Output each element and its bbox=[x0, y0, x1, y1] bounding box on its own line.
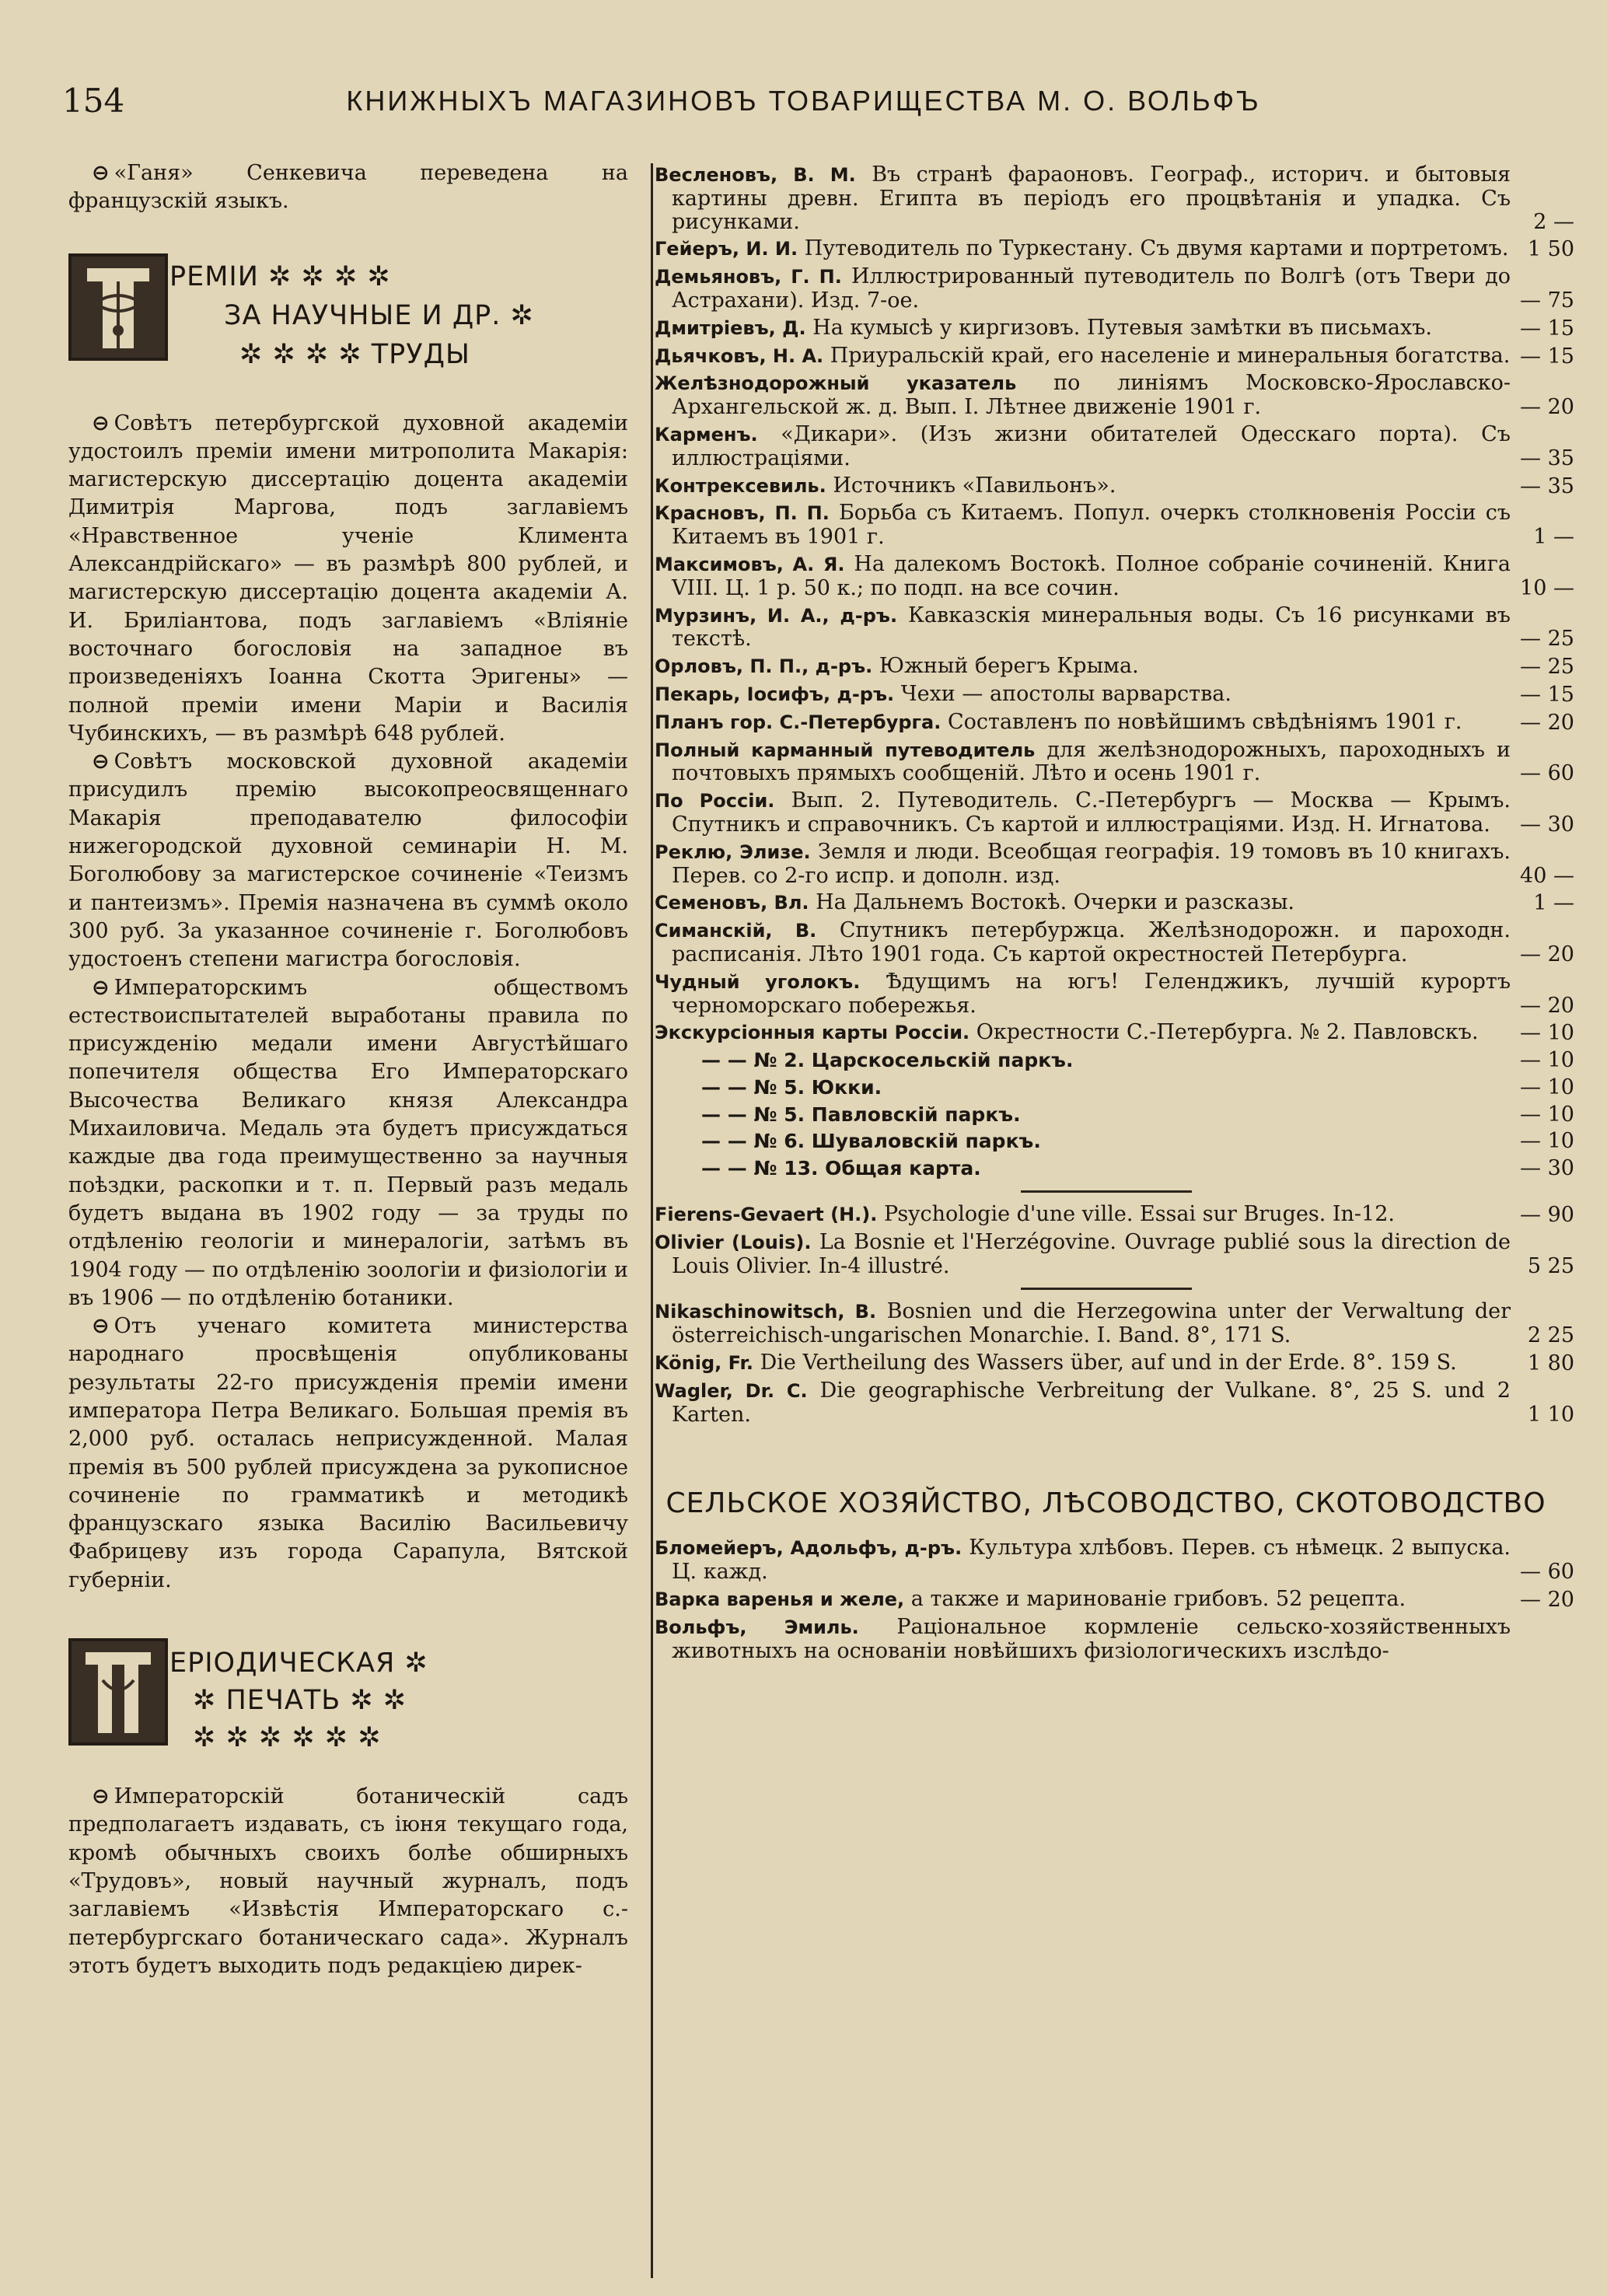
entry-text bbox=[655, 1536, 1511, 1584]
entry-author: Дмитріевъ, Д. bbox=[655, 316, 806, 339]
entry-text bbox=[655, 501, 1511, 549]
entry-title: Въ странѣ фараоновъ. Географ., историч. и бытовыя картины древн. Египта въ періодъ его процвѣтанія и упадка. Съ рисунками. bbox=[672, 163, 1511, 234]
entry-title: Psychologie d'une ville. Essai sur Bruges. In-12. bbox=[883, 1202, 1395, 1227]
entry-author: Семеновъ, Вл. bbox=[655, 892, 809, 914]
entry-title: Земля и люди. Всеобщая географія. 19 томовъ въ 10 книгахъ. Перев. со 2-го испр. и дополн. изд. bbox=[672, 839, 1511, 888]
heading-line: ЕРІОДИЧЕСКАЯ ✲ bbox=[169, 1648, 428, 1679]
entry-author: König, Fr. bbox=[655, 1352, 754, 1375]
heading-periodicals bbox=[68, 1632, 628, 1756]
entry-price: 2 25 bbox=[1527, 1323, 1574, 1348]
ornamental-initial-icon bbox=[68, 253, 168, 361]
catalog-entry bbox=[655, 655, 1574, 679]
entry-price: — 15 bbox=[1520, 316, 1574, 341]
bullet-icon: ⊖ bbox=[92, 975, 110, 1000]
catalog-entry bbox=[655, 501, 1574, 549]
catalog-entry bbox=[655, 840, 1574, 888]
map-sub-entries bbox=[638, 1049, 1574, 1180]
paragraph: ⊖ Отъ ученаго комитета министерства народнаго просвѣщенія опубликованы результаты 22-го присужденія преміи имени императора Петра Великаго. Большая премія въ 2,000 руб. осталась неприсужденной. Малая премія въ 500 рублей присуждена за рукописное сочиненіе по грамматикѣ и методикѣ французскаго языка Василію Васильевичу Фабрицеву изъ города Сарапула, Вятской губерніи. bbox=[68, 1314, 628, 1592]
catalog-entry bbox=[655, 1616, 1574, 1663]
heading-prizes bbox=[68, 247, 628, 383]
sub-entry bbox=[655, 1103, 1574, 1127]
entry-title: Окрестности С.-Петербурга. № 2. Павловскъ. bbox=[976, 1020, 1479, 1045]
sub-entry-title: — — № 13. Общая карта. bbox=[701, 1157, 981, 1180]
right-column bbox=[638, 163, 1574, 1666]
catalog-entry bbox=[655, 1231, 1574, 1278]
entry-title: На далекомъ Востокѣ. Полное собраніе сочиненій. Книга VIII. Ц. 1 р. 50 к.; по подп. на все сочин. bbox=[672, 551, 1511, 600]
bullet-icon: ⊖ bbox=[92, 411, 110, 435]
entry-author: Вольфъ, Эмиль. bbox=[655, 1616, 859, 1638]
sub-entry bbox=[655, 1157, 1574, 1180]
catalog-entry bbox=[655, 919, 1574, 966]
entry-title: по линіямъ Московско-Ярославско-Архангельской ж. д. Вып. I. Лѣтнее движеніе 1901 г. bbox=[672, 371, 1511, 420]
catalog-entry bbox=[655, 372, 1574, 419]
entry-text bbox=[655, 683, 1511, 707]
entry-text bbox=[655, 316, 1511, 341]
entry-title: Спутникъ петербуржца. Желѣзнодорожн. и пароходн. расписанія. Лѣто 1901 года. Съ картой окрестностей Петербурга. bbox=[672, 918, 1511, 966]
entry-price: — 25 bbox=[1520, 627, 1574, 652]
entry-price: — 35 bbox=[1520, 474, 1574, 498]
entry-price: 1 50 bbox=[1527, 237, 1574, 262]
catalog-entry bbox=[655, 316, 1574, 341]
entry-price: — 20 bbox=[1520, 942, 1574, 966]
entry-title: Bosnien und die Herzegowina unter der Verwaltung der österreichisch-ungarischen Monarchie. I. Band. 8°, 171 S. bbox=[672, 1299, 1511, 1348]
sub-entry-title: — — № 5. Юкки. bbox=[701, 1075, 882, 1099]
entry-title: Ѣдущимъ на югъ! Геленджикъ, лучшій курортъ черноморскаго побережья. bbox=[672, 969, 1511, 1018]
entry-author: Дьячковъ, Н. А. bbox=[655, 344, 824, 367]
sub-entry bbox=[655, 1076, 1574, 1099]
entry-author: Fierens-Gevaert (H.). bbox=[655, 1204, 878, 1226]
catalog-entry bbox=[655, 1588, 1574, 1612]
catalog-entry bbox=[655, 683, 1574, 707]
entry-price: — 30 bbox=[1520, 1156, 1574, 1181]
entry-title: Южный берегъ Крыма. bbox=[879, 654, 1139, 679]
paragraph: ⊖ Совѣтъ московской духовной академіи присудилъ премію высокопреосвященнаго Макарія преподавателю философіи нижегородской духовной семинаріи Н. М. Боголюбову за магистерское сочиненіе «Теизмъ и пантеизмъ». Премія назначена въ суммѣ около 300 руб. За указанное сочиненіе г. Боголюбовъ удостоенъ степени магистра богословія. bbox=[68, 750, 628, 972]
catalog-entry bbox=[655, 789, 1574, 837]
entry-title: Die geographische Verbreitung der Vulkane. 8°, 25 S. und 2 Karten. bbox=[672, 1378, 1511, 1427]
entry-text bbox=[655, 344, 1511, 369]
entry-text bbox=[655, 1300, 1511, 1347]
entry-price: — 10 bbox=[1520, 1021, 1574, 1046]
separator bbox=[1021, 1288, 1192, 1290]
entry-text bbox=[655, 655, 1511, 679]
heading-line: ✲ ПЕЧАТЬ ✲ ✲ bbox=[193, 1685, 407, 1717]
catalog-entry bbox=[655, 265, 1574, 313]
entry-price: — 25 bbox=[1520, 655, 1574, 680]
catalog-entry bbox=[655, 711, 1574, 735]
entry-price: — 10 bbox=[1520, 1129, 1574, 1154]
entry-author: Экскурсіонныя карты Россіи. bbox=[655, 1022, 970, 1044]
entry-price: — 10 bbox=[1520, 1075, 1574, 1099]
agriculture-entries bbox=[638, 1536, 1574, 1662]
entry-title: Составленъ по новѣйшимъ свѣдѣніямъ 1901 г. bbox=[947, 709, 1462, 734]
catalog-entry bbox=[655, 1351, 1574, 1375]
catalog-entry bbox=[655, 163, 1574, 233]
entry-author: Бломейеръ, Адольфъ, д-ръ. bbox=[655, 1537, 962, 1560]
entry-price: 1 — bbox=[1533, 525, 1574, 550]
sub-entry bbox=[655, 1049, 1574, 1072]
entry-author: Симанскій, В. bbox=[655, 920, 817, 942]
entry-author: Гейеръ, И. И. bbox=[655, 238, 798, 260]
entry-author: Орловъ, П. П., д-ръ. bbox=[655, 655, 873, 678]
entry-price: — 20 bbox=[1520, 710, 1574, 735]
entry-author: Красновъ, П. П. bbox=[655, 502, 830, 525]
entry-title: Чехи — апостолы варварства. bbox=[900, 681, 1231, 706]
entry-price: — 60 bbox=[1520, 1560, 1574, 1585]
page-header bbox=[0, 82, 1607, 128]
separator bbox=[1021, 1190, 1192, 1193]
entry-title: На кумысѣ у киргизовъ. Путевыя замѣтки въ письмахъ. bbox=[812, 315, 1432, 340]
catalog-entries bbox=[638, 163, 1574, 1045]
left-column bbox=[68, 159, 628, 1980]
entry-title: Die Vertheilung des Wassers über, auf und in der Erde. 8°. 159 S. bbox=[760, 1351, 1457, 1375]
entry-text bbox=[655, 789, 1511, 837]
catalog-entry bbox=[655, 891, 1574, 915]
entry-price: 1 — bbox=[1533, 891, 1574, 916]
entry-title: а также и маринованіе грибовъ. 52 рецепта. bbox=[910, 1587, 1406, 1612]
entry-author: Максимовъ, А. Я. bbox=[655, 553, 845, 575]
heading-line: ✲ ✲ ✲ ✲ ✲ ✲ bbox=[193, 1722, 382, 1754]
entry-text bbox=[655, 711, 1511, 735]
entry-text bbox=[655, 891, 1511, 915]
entry-title: Культура хлѣбовъ. Перев. съ нѣмецк. 2 выпуска. Ц. кажд. bbox=[672, 1536, 1511, 1585]
entry-price: 1 80 bbox=[1527, 1351, 1574, 1376]
entry-text bbox=[655, 840, 1511, 888]
entry-text bbox=[655, 474, 1511, 498]
entry-text bbox=[655, 1379, 1511, 1427]
heading-line: ✲ ✲ ✲ ✲ ТРУДЫ bbox=[239, 338, 470, 370]
entry-price: — 60 bbox=[1520, 761, 1574, 786]
running-title: КНИЖНЫХЪ МАГАЗИНОВЪ ТОВАРИЩЕСТВА М. О. ВОЛЬФЪ bbox=[346, 85, 1261, 117]
french-entries bbox=[638, 1203, 1574, 1277]
entry-text bbox=[655, 919, 1511, 966]
catalog-entry bbox=[655, 474, 1574, 498]
entry-price: — 20 bbox=[1520, 395, 1574, 420]
entry-price: 10 — bbox=[1520, 575, 1574, 600]
entry-title: На Дальнемъ Востокѣ. Очерки и разсказы. bbox=[816, 890, 1295, 915]
entry-price: — 90 bbox=[1520, 1203, 1574, 1228]
entry-author: Wagler, Dr. C. bbox=[655, 1379, 808, 1402]
catalog-entry bbox=[655, 1021, 1574, 1045]
entry-price: 5 25 bbox=[1527, 1253, 1574, 1278]
entry-title: Вып. 2. Путеводитель. С.-Петербургъ — Москва — Крымъ. Спутникъ и справочникъ. Съ картой и иллюстраціями. Изд. Н. Игнатова. bbox=[672, 788, 1511, 837]
entry-title: Источникъ «Павильонъ». bbox=[833, 473, 1116, 498]
paragraph: ⊖ Императорскимъ обществомъ естествоиспытателей выработаны правила по присужденію медали имени Августѣйшаго попечителя общества Его Императорскаго Высочества Великаго князя Александра Михаиловича. Медаль эта будетъ присуждаться каждые два года преимущественно за научныя поѣздки, раскопки и т. п. Первый разъ медаль будетъ выдана въ 1902 году — за труды по отдѣленію геологіи и минералогіи, затѣмъ въ 1904 году — по отдѣленію зоологіи и физіологіи и въ 1906 — по отдѣленію ботаники. bbox=[68, 975, 628, 1310]
heading-line: РЕМІИ ✲ ✲ ✲ ✲ bbox=[169, 260, 391, 292]
entry-price: 2 — bbox=[1533, 209, 1574, 234]
entry-price: — 35 bbox=[1520, 446, 1574, 470]
ornamental-initial-icon bbox=[68, 1638, 168, 1746]
catalog-entry bbox=[655, 970, 1574, 1018]
entry-text bbox=[655, 739, 1511, 786]
catalog-entry bbox=[655, 423, 1574, 470]
sub-entry-title: — — № 5. Павловскій паркъ. bbox=[701, 1103, 1021, 1126]
entry-author: Полный карманный путеводитель bbox=[655, 739, 1036, 761]
bullet-icon: ⊖ bbox=[92, 161, 110, 185]
entry-title: «Дикари». (Изъ жизни обитателей Одесскаго порта). Съ иллюстраціями. bbox=[672, 421, 1511, 470]
entry-author: Мурзинъ, И. А., д-ръ. bbox=[655, 604, 898, 627]
entry-author: Планъ гор. С.-Петербурга. bbox=[655, 711, 941, 733]
paragraph: ⊖ Императорскій ботаническій садъ предполагаетъ издавать, съ іюня текущаго года, кромѣ обычныхъ своихъ болѣе обширныхъ «Трудовъ», новый научный журналъ, подъ заглавіемъ «Извѣстія Императорскаго с.-петербургскаго ботаническаго сада». Журналъ этотъ будетъ выходить подъ редакціею дирек- bbox=[68, 1784, 628, 1978]
entry-text bbox=[655, 1616, 1511, 1663]
entry-title: Приуральскій край, его населеніе и минеральныя богатства. bbox=[830, 343, 1511, 368]
entry-title: Путеводитель по Туркестану. Съ двумя картами и портретомъ. bbox=[804, 236, 1509, 261]
entry-author: Варка варенья и желе, bbox=[655, 1588, 905, 1611]
page-number: 154 bbox=[62, 82, 125, 120]
entry-price: — 30 bbox=[1520, 812, 1574, 837]
entry-title: Кавказскія минеральныя воды. Съ 16 рисунками въ текстѣ. bbox=[672, 603, 1511, 652]
catalog-entry bbox=[655, 1300, 1574, 1347]
entry-text bbox=[655, 265, 1511, 313]
entry-author: Nikaschinowitsch, B. bbox=[655, 1301, 877, 1323]
paragraph: ⊖ Совѣтъ петербургской духовной академіи удостоилъ преміи имени митрополита Макарія: магистерскую диссертацію доцента академіи Димитрія Маргова, подъ заглавіемъ «Нравственное ученіе Климента Александрійскаго» — въ размѣрѣ 800 рублей, и магистерскую диссертацію доцента академіи А. И. Бриліантова, подъ заглавіемъ «Вліяніе восточнаго богословія на западное въ произведеніяхъ Іоанна Скотта Эригены» — полной преміи имени Маріи и Василія Чубинскихъ, — въ размѣрѣ 648 рублей. bbox=[68, 411, 628, 746]
entry-author: Реклю, Элизе. bbox=[655, 840, 811, 863]
catalog-entry bbox=[655, 604, 1574, 652]
entry-text bbox=[655, 237, 1511, 261]
entry-title: La Bosnie et l'Herzégovine. Ouvrage publié sous la direction de Louis Olivier. In-4 illustré. bbox=[672, 1229, 1511, 1278]
entry-text bbox=[655, 372, 1511, 419]
sub-entry bbox=[655, 1130, 1574, 1153]
entry-text bbox=[655, 1588, 1511, 1612]
entry-price: 40 — bbox=[1520, 863, 1574, 888]
entry-price: — 15 bbox=[1520, 344, 1574, 369]
entry-title: Иллюстрированный путеводитель по Волгѣ (отъ Твери до Астрахани). Изд. 7-ое. bbox=[672, 264, 1511, 313]
catalog-entry bbox=[655, 553, 1574, 600]
entry-title: для желѣзнодорожныхъ, пароходныхъ и почтовыхъ прямыхъ сообщеній. Лѣто и осень 1901 г. bbox=[672, 737, 1511, 786]
news-note: ⊖ «Ганя» Сенкевича переведена на французскій языкъ. bbox=[68, 161, 628, 214]
entry-text bbox=[655, 970, 1511, 1018]
entry-author: Демьяновъ, Г. П. bbox=[655, 266, 842, 288]
entry-price: — 75 bbox=[1520, 288, 1574, 313]
entry-text bbox=[655, 1351, 1511, 1375]
catalog-entry bbox=[655, 1536, 1574, 1584]
catalog-entry bbox=[655, 1379, 1574, 1427]
entry-title: Борьба съ Китаемъ. Попул. очеркъ столкновенія Россіи съ Китаемъ въ 1901 г. bbox=[672, 501, 1511, 550]
entry-price: — 10 bbox=[1520, 1102, 1574, 1127]
catalog-entry bbox=[655, 237, 1574, 261]
entry-text bbox=[655, 604, 1511, 652]
sub-entry-title: — — № 2. Царскосельскій паркъ. bbox=[701, 1049, 1074, 1072]
section-title: СЕЛЬСКОЕ ХОЗЯЙСТВО, ЛѢСОВОДСТВО, СКОТОВОДСТВО bbox=[666, 1487, 1546, 1520]
bullet-icon: ⊖ bbox=[92, 1784, 110, 1809]
entry-author: Желѣзнодорожный указатель bbox=[655, 372, 1017, 395]
sub-entry-title: — — № 6. Шуваловскій паркъ. bbox=[701, 1130, 1041, 1153]
entry-text bbox=[655, 163, 1511, 233]
entry-author: Контрексевиль. bbox=[655, 474, 826, 497]
entry-author: Чудный уголокъ. bbox=[655, 970, 861, 993]
entry-text bbox=[655, 1231, 1511, 1278]
entry-price: — 20 bbox=[1520, 993, 1574, 1018]
catalog-entry bbox=[655, 344, 1574, 369]
entry-price: — 10 bbox=[1520, 1048, 1574, 1073]
entry-author: По Россіи. bbox=[655, 790, 775, 813]
heading-line: ЗА НАУЧНЫЕ И ДР. ✲ bbox=[224, 299, 534, 331]
entry-author: Пекарь, Іосифъ, д-ръ. bbox=[655, 683, 895, 705]
german-entries bbox=[638, 1300, 1574, 1426]
bullet-icon: ⊖ bbox=[92, 750, 110, 774]
entry-text bbox=[655, 423, 1511, 470]
bullet-icon: ⊖ bbox=[92, 1314, 110, 1339]
catalog-entry bbox=[655, 739, 1574, 786]
catalog-entry bbox=[655, 1203, 1574, 1227]
entry-price: 1 10 bbox=[1527, 1402, 1574, 1427]
entry-price: — 20 bbox=[1520, 1588, 1574, 1613]
entry-price: — 15 bbox=[1520, 682, 1574, 707]
entry-author: Olivier (Louis). bbox=[655, 1231, 812, 1253]
entry-text bbox=[655, 553, 1511, 600]
entry-text bbox=[655, 1203, 1511, 1227]
entry-author: Карменъ. bbox=[655, 423, 758, 446]
entry-text bbox=[655, 1021, 1511, 1045]
entry-author: Весленовъ, В. М. bbox=[655, 164, 856, 186]
entry-title: Раціональное кормленіе сельско-хозяйственныхъ животныхъ на основаніи новѣйшихъ физіологическихъ изслѣдо- bbox=[672, 1614, 1511, 1663]
